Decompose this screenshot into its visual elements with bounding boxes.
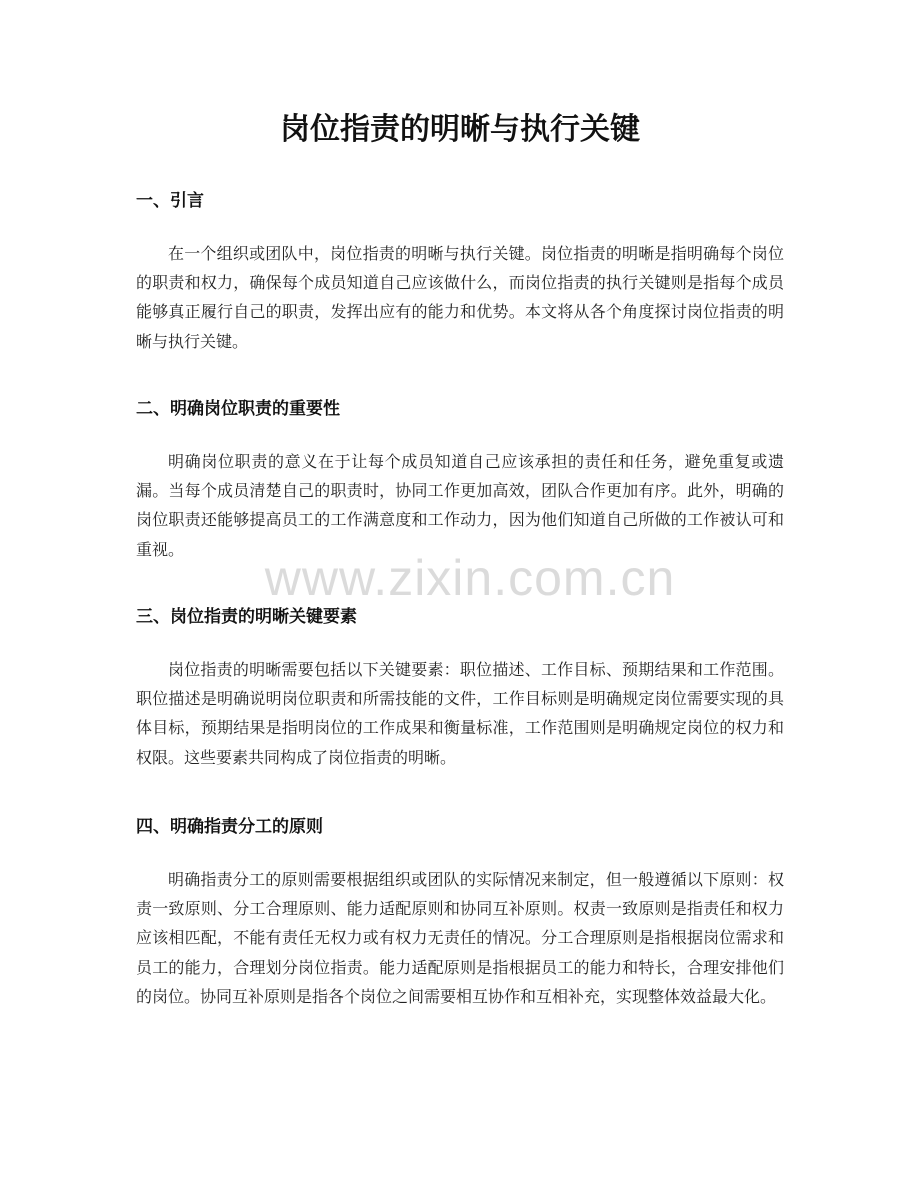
watermark: www.zixin.com.cn — [264, 550, 676, 606]
section-paragraph: 在一个组织或团队中，岗位指责的明晰与执行关键。岗位指责的明晰是指明确每个岗位的职责和权力，确保每个成员知道自己应该做什么，而岗位指责的执行关键则是指每个成员能够真正履行自己的职责，发挥出应有的能力和优势。本文将从各个角度探讨岗位指责的明晰与执行关键。 — [136, 244, 784, 351]
section-principles — [136, 815, 784, 1011]
section-paragraph: 岗位指责的明晰需要包括以下关键要素：职位描述、工作目标、预期结果和工作范围。职位描述是明确说明岗位职责和所需技能的文件，工作目标则是明确规定岗位需要实现的具体目标，预期结果是指明岗位的工作成果和衡量标准，工作范围则是明确规定岗位的权力和权限。这些要素共同构成了岗位指责的明晰。 — [136, 660, 784, 767]
section-heading: 二、明确岗位职责的重要性 — [136, 399, 340, 419]
section-paragraph: 明确岗位职责的意义在于让每个成员知道自己应该承担的责任和任务，避免重复或遗漏。当每个成员清楚自己的职责时，协同工作更加高效，团队合作更加有序。此外，明确的岗位职责还能够提高员工的工作满意度和工作动力，因为他们知道自己所做的工作被认可和重视。 — [136, 452, 784, 559]
section-heading: 四、明确指责分工的原则 — [136, 817, 323, 837]
section-introduction — [136, 189, 784, 356]
document-title: 岗位指责的明晰与执行关键 — [280, 112, 640, 147]
section-heading: 一、引言 — [136, 191, 204, 211]
section-paragraph: 明确指责分工的原则需要根据组织或团队的实际情况来制定，但一般遵循以下原则：权责一致原则、分工合理原则、能力适配原则和协同互补原则。权责一致原则是指责任和权力应该相匹配，不能有责任无权力或有权力无责任的情况。分工合理原则是指根据岗位需求和员工的能力，合理划分岗位指责。能力适配原则是指根据员工的能力和特长，合理安排他们的岗位。协同互补原则是指各个岗位之间需要相互协作和互相补充，实现整体效益最大化。 — [136, 870, 784, 1006]
section-heading: 三、岗位指责的明晰关键要素 — [136, 607, 357, 627]
section-key-elements — [136, 605, 784, 772]
section-importance — [136, 397, 784, 564]
